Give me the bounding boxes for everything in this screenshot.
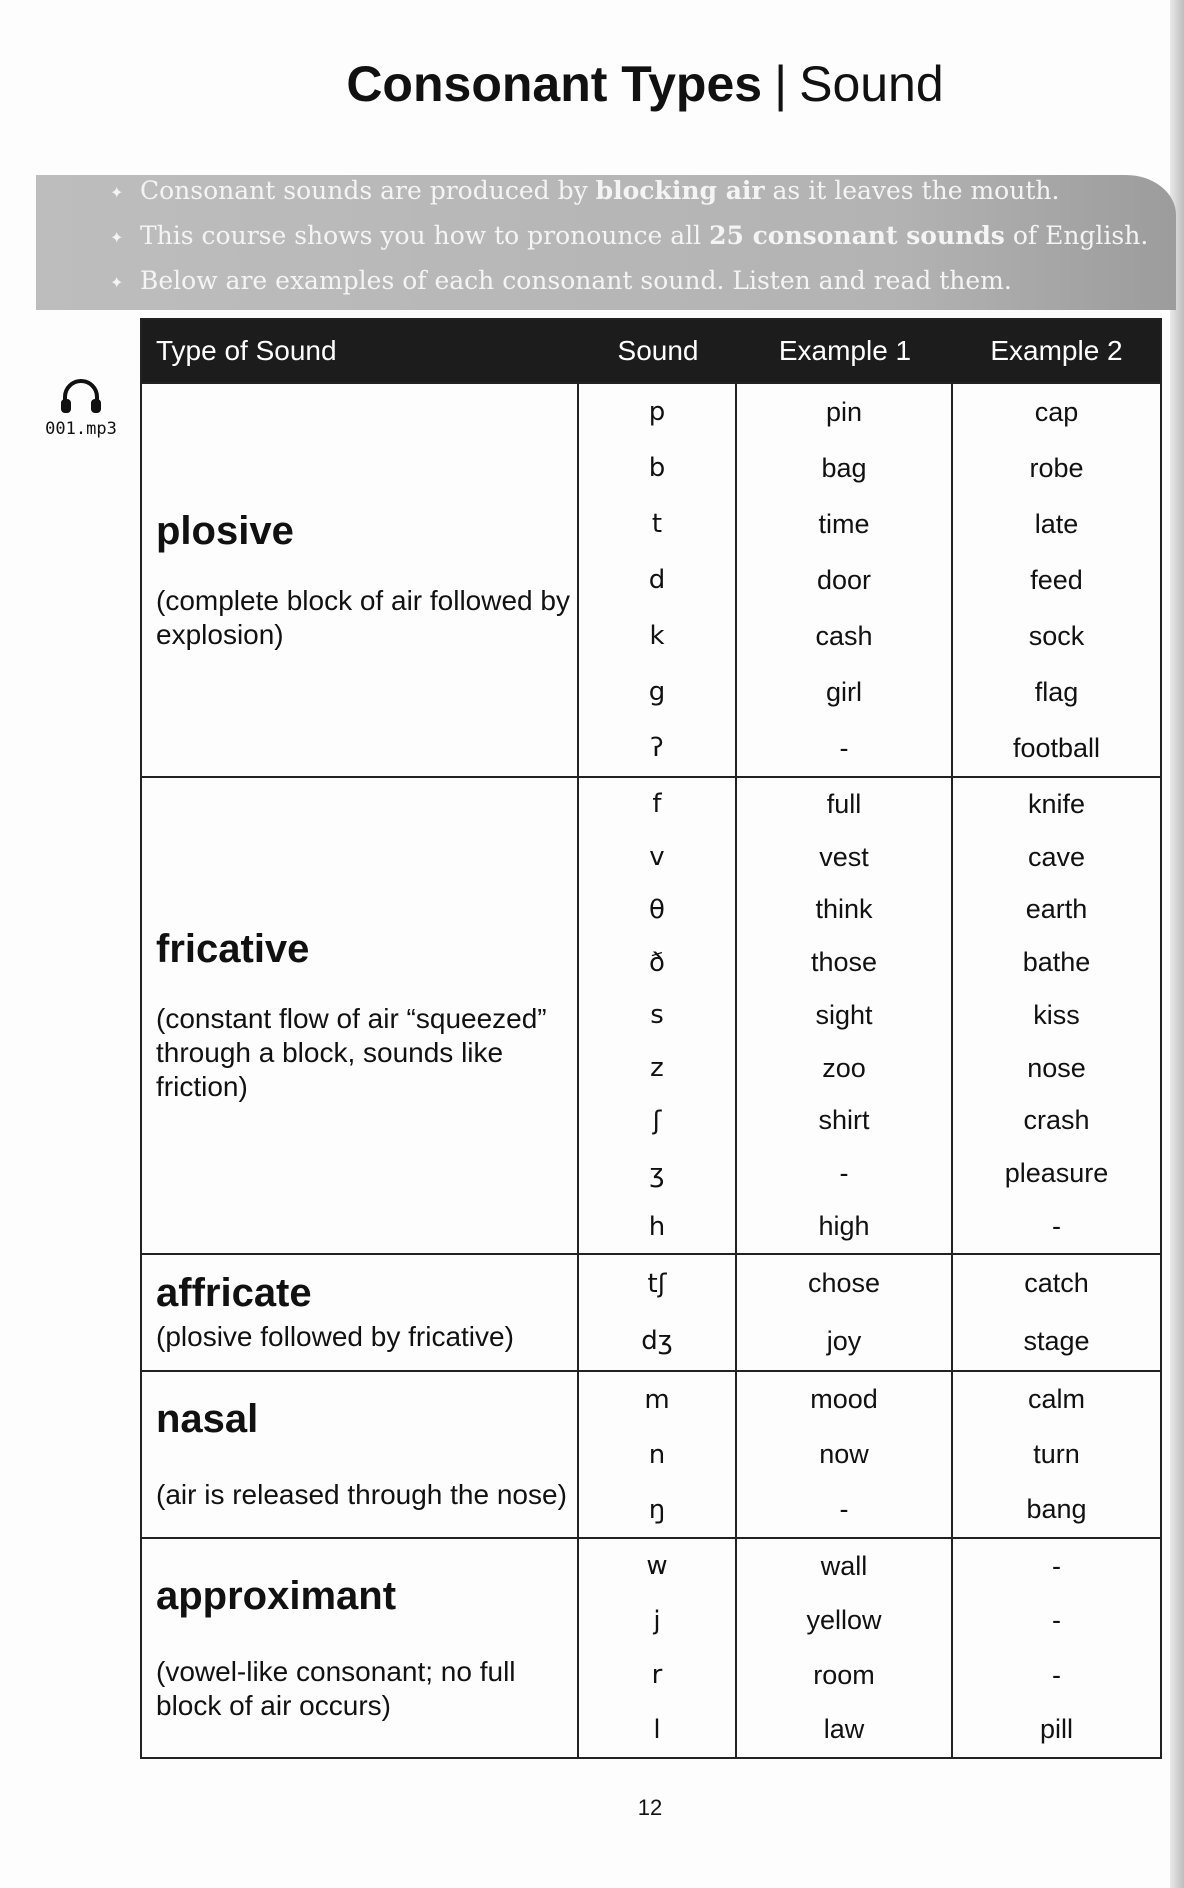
example2-cell: stage <box>1023 1325 1090 1356</box>
example1-cell: vest <box>819 841 869 872</box>
example1-cell: - <box>839 1158 849 1189</box>
sound-cell: g <box>648 677 666 707</box>
sound-cell: h <box>648 1211 666 1242</box>
group-fricative <box>142 776 1160 1253</box>
example1-column <box>737 778 953 1253</box>
example2-column <box>953 1539 1160 1757</box>
example2-column <box>953 1255 1160 1370</box>
type-name: fricative <box>156 927 310 971</box>
sound-cell: j <box>653 1605 661 1636</box>
example2-cell: bang <box>1026 1494 1087 1524</box>
example2-cell: robe <box>1029 452 1084 483</box>
sound-column <box>579 778 737 1253</box>
example2-cell: - <box>1052 1211 1061 1241</box>
example1-cell: law <box>823 1714 865 1745</box>
example2-cell: football <box>1012 732 1101 763</box>
example1-cell: mood <box>810 1384 878 1414</box>
sound-cell: ʃ <box>652 1105 662 1136</box>
example1-cell: shirt <box>818 1105 870 1136</box>
type-cell <box>142 1372 579 1537</box>
sound-cell: m <box>644 1384 670 1415</box>
header-sound: Sound <box>617 335 699 366</box>
type-cell <box>142 1539 579 1757</box>
example2-cell: - <box>1052 1659 1061 1690</box>
example2-cell: turn <box>1033 1439 1080 1469</box>
sound-cell: p <box>648 397 666 427</box>
example2-cell: calm <box>1027 1384 1085 1414</box>
sound-cell: ð <box>649 947 665 978</box>
example1-cell: - <box>839 732 849 763</box>
example2-cell: late <box>1034 508 1079 539</box>
example2-cell: pill <box>1039 1714 1073 1745</box>
example1-cell: joy <box>826 1325 862 1356</box>
example1-column <box>737 384 953 776</box>
sound-column <box>579 1539 737 1757</box>
type-description: (air is released through the nose) <box>156 1479 567 1510</box>
sound-cell: b <box>648 453 666 483</box>
page-number: 12 <box>637 1795 663 1820</box>
example1-cell: now <box>819 1439 869 1469</box>
sound-cell: s <box>650 1000 664 1031</box>
sound-column <box>579 1255 737 1370</box>
sound-column <box>579 1372 737 1537</box>
example2-column <box>953 1372 1160 1537</box>
sound-cell: k <box>649 621 665 651</box>
example2-cell: bathe <box>1022 947 1091 978</box>
example2-column <box>953 384 1160 776</box>
sound-column <box>579 384 737 776</box>
consonant-table <box>140 318 1162 1759</box>
type-cell <box>142 384 579 776</box>
audio-track[interactable] <box>36 375 126 439</box>
example1-cell: yellow <box>806 1605 882 1636</box>
sound-cell: n <box>648 1439 666 1470</box>
header-example-1: Example 1 <box>778 335 912 366</box>
type-name: plosive <box>156 508 294 553</box>
group-affricate <box>142 1253 1160 1370</box>
example2-cell: crash <box>1023 1105 1090 1136</box>
type-name: nasal <box>156 1397 259 1441</box>
type-description: (constant flow of air “squeezed” through a block, sounds like friction) <box>156 1003 547 1102</box>
table-body <box>142 382 1160 1757</box>
bullet-icon: ✦ <box>110 228 124 247</box>
sound-cell: r <box>651 1660 663 1691</box>
audio-label: 001.mp3 <box>45 419 117 439</box>
example1-cell: those <box>810 947 878 978</box>
group-approximant <box>142 1537 1160 1757</box>
sound-cell: θ <box>649 894 665 925</box>
example2-cell: earth <box>1025 894 1088 925</box>
example1-cell: cash <box>815 620 873 651</box>
table-header <box>142 320 1160 382</box>
intro-item: ✦ Below are examples of each consonant sound. Listen and read them. <box>110 258 1148 303</box>
example2-cell: - <box>1052 1605 1061 1636</box>
header-type-of-sound: Type of Sound <box>156 335 337 366</box>
intro-list <box>110 168 1148 303</box>
sound-cell: w <box>646 1551 668 1582</box>
title-main: Consonant Types <box>346 56 763 112</box>
example1-column <box>737 1539 953 1757</box>
example1-cell: room <box>813 1659 875 1690</box>
type-description: (complete block of air followed by explosion) <box>156 584 570 650</box>
sound-cell: t <box>651 509 663 539</box>
example1-column <box>737 1255 953 1370</box>
example1-cell: wall <box>820 1550 868 1581</box>
example2-cell: pleasure <box>1004 1158 1109 1189</box>
sound-cell: z <box>650 1053 664 1084</box>
example1-cell: - <box>839 1494 849 1524</box>
example1-column <box>737 1372 953 1537</box>
sound-cell: tʃ <box>647 1268 667 1299</box>
example2-cell: knife <box>1027 788 1086 819</box>
sound-cell: d <box>648 565 666 595</box>
example1-cell: girl <box>825 676 862 707</box>
sound-cell: f <box>652 789 662 820</box>
sound-cell: dʒ <box>641 1326 673 1357</box>
type-cell <box>142 1255 579 1370</box>
example2-cell: catch <box>1024 1268 1089 1299</box>
example2-cell: cave <box>1027 841 1086 872</box>
intro-item: ✦ Consonant sounds are produced by blocking air as it leaves the mouth. <box>110 168 1148 213</box>
bullet-icon: ✦ <box>110 183 124 202</box>
example1-cell: think <box>815 894 873 925</box>
bullet-icon: ✦ <box>110 273 124 292</box>
example2-cell: kiss <box>1033 999 1080 1030</box>
sound-cell: ŋ <box>648 1494 666 1525</box>
example1-cell: pin <box>825 396 863 427</box>
example1-cell: sight <box>815 999 873 1030</box>
example1-cell: bag <box>821 452 867 483</box>
headphones-icon <box>59 375 103 415</box>
example1-cell: chose <box>807 1268 881 1299</box>
example2-cell: feed <box>1030 564 1083 595</box>
header-example-2: Example 2 <box>990 335 1123 366</box>
page-title <box>0 55 1184 113</box>
example1-cell: time <box>818 508 870 539</box>
group-plosive <box>142 382 1160 776</box>
type-description: (vowel-like consonant; no full block of air occurs) <box>156 1655 516 1721</box>
intro-item: ✦ This course shows you how to pronounce all 25 consonant sounds of English. <box>110 213 1148 258</box>
example1-cell: high <box>818 1211 870 1241</box>
example1-cell: door <box>816 564 872 595</box>
type-name: affricate <box>156 1271 312 1315</box>
example1-cell: full <box>826 788 862 819</box>
example1-cell: zoo <box>822 1052 866 1083</box>
example2-cell: cap <box>1034 396 1079 427</box>
example2-cell: sock <box>1028 620 1085 651</box>
sound-cell: v <box>649 842 665 873</box>
sound-cell: l <box>653 1714 661 1745</box>
example2-cell: nose <box>1027 1052 1086 1083</box>
type-description: (plosive followed by fricative) <box>156 1321 514 1352</box>
example2-column <box>953 778 1160 1253</box>
group-nasal <box>142 1370 1160 1537</box>
type-cell <box>142 778 579 1253</box>
type-name: approximant <box>156 1573 397 1618</box>
sound-cell: ʒ <box>649 1158 665 1189</box>
sound-cell: ʔ <box>650 733 664 763</box>
example2-cell: - <box>1052 1550 1061 1581</box>
title-separator: | <box>774 56 788 112</box>
title-sub: Sound <box>799 56 944 112</box>
example2-cell: flag <box>1034 676 1079 707</box>
